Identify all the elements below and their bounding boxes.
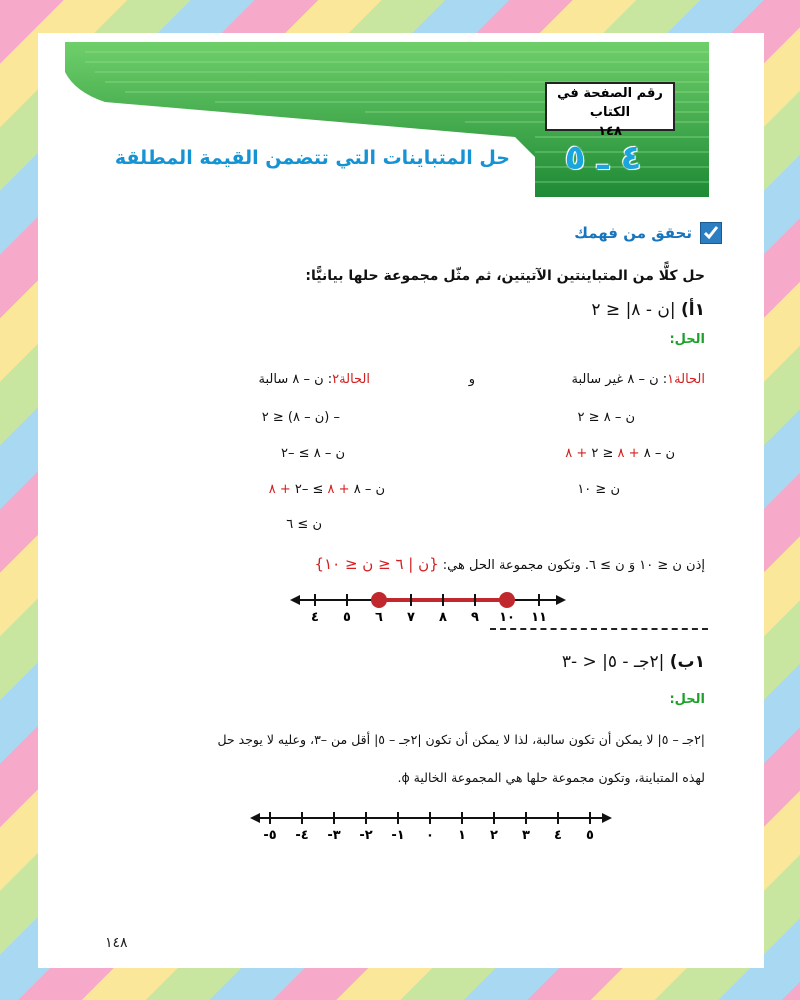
case1-step-2-b: + ٨ <box>617 446 640 461</box>
case2-text: : ن – ٨ سالبة <box>258 372 333 387</box>
case2-step-3-a: ن – ٨ <box>349 482 385 497</box>
part-b-line-2: لهذه المتباينة، وتكون مجموعة حلها هي المجموعة الخالية ϕ. <box>397 770 705 785</box>
part-b-solution-label: الحل: <box>669 692 705 707</box>
number-line-b-tick-label: -١ <box>391 828 405 842</box>
dashed-divider <box>490 628 708 630</box>
number-line-a <box>290 588 570 624</box>
page-ref-label: رقم الصفحة في الكتاب <box>557 86 663 120</box>
case2-heading <box>259 372 371 387</box>
part-a-problem <box>591 300 705 320</box>
case1-heading <box>571 372 705 387</box>
case1-step-2-d: + ٨ <box>565 446 588 461</box>
number-line-b-tick-label: -٥ <box>263 828 277 842</box>
number-line-b-tick-label: -٢ <box>359 828 373 842</box>
number-line-a-tick-label: ٤ <box>311 610 319 624</box>
arrow-right-icon <box>602 813 612 823</box>
case1-step-1: ن – ٨ ≤ ٢ <box>577 410 635 425</box>
case1-step-3: ن ≤ ١٠ <box>577 482 620 497</box>
number-line-b <box>250 806 616 842</box>
and-word: و <box>468 372 475 387</box>
case2-step-2: ن – ٨ ≥ –٢ <box>281 446 345 461</box>
number-line-b-tick-label: -٤ <box>295 828 309 842</box>
arrow-left-icon <box>290 595 300 605</box>
number-line-b-tick-label: ٠ <box>426 828 434 842</box>
part-b-line-1: |٢جـ – ٥| لا يمكن أن تكون سالبة، لذا لا يمكن أن تكون |٢جـ – ٥| أقل من –٣، وعليه لا يوجد حل <box>217 732 705 747</box>
number-line-a-tick-label: ١١ <box>531 610 547 624</box>
page-ref-value: ١٤٨ <box>598 124 622 139</box>
page-reference-box <box>545 82 675 139</box>
number-line-b-tick-label: ٢ <box>490 828 498 842</box>
lesson-title: حل المتباينات التي تتضمن القيمة المطلقة <box>114 147 510 169</box>
case2-step-3 <box>269 482 385 497</box>
part-b-expression: |٢جـ - ٥| < -٣ <box>561 652 665 672</box>
conclusion-text: إذن ن ≤ ١٠ وَ ن ≥ ٦. وتكون مجموعة الحل هي: <box>442 558 705 573</box>
conclusion-line <box>315 555 705 573</box>
part-a-expression: |ن - ٨| ≤ ٢ <box>591 300 676 320</box>
number-line-b-tick-label: ٣ <box>522 828 530 842</box>
page-number: ١٤٨ <box>105 935 128 951</box>
number-line-a-tick-label: ٧ <box>407 610 415 624</box>
closed-point-10 <box>499 592 515 608</box>
number-line-a-tick-label: ١٠ <box>499 610 515 624</box>
case1-text: : ن – ٨ غير سالبة <box>571 372 668 387</box>
instruction: حل كلًّا من المتباينتين الآتيتين، ثم مثّل مجموعة حلها بيانيًّا: <box>305 268 705 284</box>
number-line-a-tick-label: ٥ <box>343 610 351 624</box>
check-label: تحقق من فهمك <box>574 224 692 242</box>
closed-point-6 <box>371 592 387 608</box>
number-line-b-tick-label: -٣ <box>327 828 341 842</box>
case1-step-2 <box>565 446 675 461</box>
solution-set: {ن | ٦ ≤ ن ≤ ١٠} <box>314 555 439 573</box>
checkmark-icon <box>700 222 722 244</box>
number-line-a-tick-label: ٨ <box>439 610 447 624</box>
case2-label: الحالة٢ <box>332 372 370 387</box>
case1-label: الحالة١ <box>667 372 705 387</box>
number-line-a-tick-label: ٩ <box>471 610 479 624</box>
case2-step-3-c: ≥ –٢ <box>290 482 328 497</box>
part-a-label: ١أ) <box>681 300 705 320</box>
arrow-right-icon <box>556 595 566 605</box>
number-line-b-tick-label: ٥ <box>586 828 594 842</box>
part-b-problem <box>562 652 705 672</box>
arrow-left-icon <box>250 813 260 823</box>
case1-step-2-a: ن – ٨ <box>639 446 675 461</box>
case1-step-2-c: ≤ ٢ <box>587 446 618 461</box>
part-a-solution-label: الحل: <box>669 332 705 347</box>
lesson-number: ٤ ـ ٥ <box>564 138 642 178</box>
number-line-b-tick-label: ١ <box>458 828 466 842</box>
case2-step-3-d: + ٨ <box>268 482 291 497</box>
case2-step-1: – (ن – ٨) ≤ ٢ <box>261 410 340 425</box>
case2-step-4: ن ≥ ٦ <box>286 517 322 532</box>
number-line-a-tick-label: ٦ <box>375 610 383 624</box>
case2-step-3-b: + ٨ <box>327 482 350 497</box>
number-line-b-tick-label: ٤ <box>554 828 562 842</box>
check-understanding-heading <box>574 222 722 244</box>
part-b-label: ١ب) <box>669 652 705 672</box>
